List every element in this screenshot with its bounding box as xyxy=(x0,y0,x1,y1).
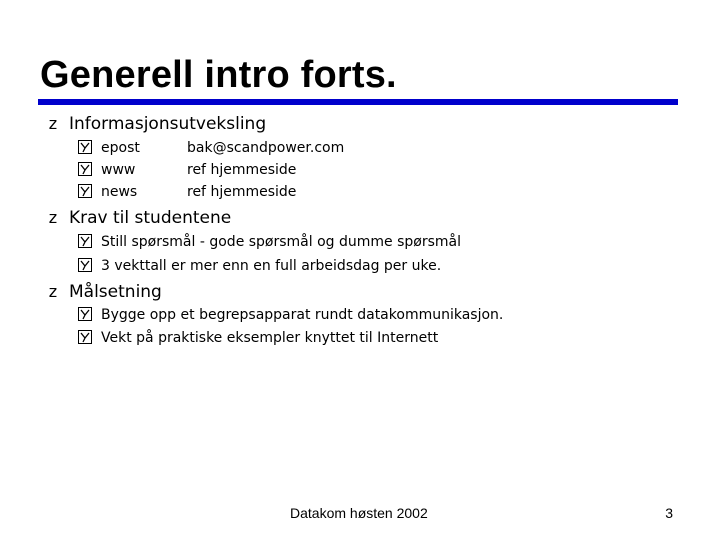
row-label: epost xyxy=(101,140,140,156)
list-item xyxy=(78,255,441,277)
checkbox-y-bullet-icon xyxy=(78,234,92,248)
checkbox-y-bullet-icon xyxy=(78,140,92,154)
list-item-text: Vekt på praktiske eksempler knyttet til Internett xyxy=(101,330,439,346)
list-item xyxy=(78,231,461,253)
list-item xyxy=(78,304,503,326)
page-number: 3 xyxy=(665,505,673,521)
checkbox-y-bullet-icon xyxy=(78,162,92,176)
row-value: ref hjemmeside xyxy=(187,184,297,200)
list-item-text: Bygge opp et begrepsapparat rundt datakommunikasjon. xyxy=(101,307,504,323)
row-label: news xyxy=(101,184,138,200)
z-bullet-icon: z xyxy=(48,114,58,133)
section-heading-text: Krav til studentene xyxy=(69,208,232,228)
z-bullet-icon: z xyxy=(48,208,58,227)
section-heading-malsetning xyxy=(46,279,162,305)
checkbox-y-bullet-icon xyxy=(78,258,92,272)
section-heading-krav-til-studentene xyxy=(46,205,231,231)
checkbox-y-bullet-icon xyxy=(78,307,92,321)
row-value: bak@scandpower.com xyxy=(187,140,345,156)
table-row xyxy=(78,159,296,181)
list-item-text: Still spørsmål - gode spørsmål og dumme spørsmål xyxy=(101,234,462,250)
section-heading-text: Informasjonsutveksling xyxy=(69,114,267,134)
table-row xyxy=(78,181,296,203)
section-heading-text: Målsetning xyxy=(69,282,162,302)
table-row xyxy=(78,137,344,159)
section-heading-informasjonsutveksling xyxy=(46,111,266,137)
slide-title: Generell intro forts. xyxy=(40,54,397,96)
z-bullet-icon: z xyxy=(48,282,58,301)
title-underline xyxy=(38,99,678,105)
list-item xyxy=(78,327,438,349)
checkbox-y-bullet-icon xyxy=(78,184,92,198)
list-item-text: 3 vekttall er mer enn en full arbeidsdag per uke. xyxy=(101,258,442,274)
checkbox-y-bullet-icon xyxy=(78,330,92,344)
row-value: ref hjemmeside xyxy=(187,162,297,178)
row-label: www xyxy=(101,162,136,178)
footer-text: Datakom høsten 2002 xyxy=(290,505,428,521)
